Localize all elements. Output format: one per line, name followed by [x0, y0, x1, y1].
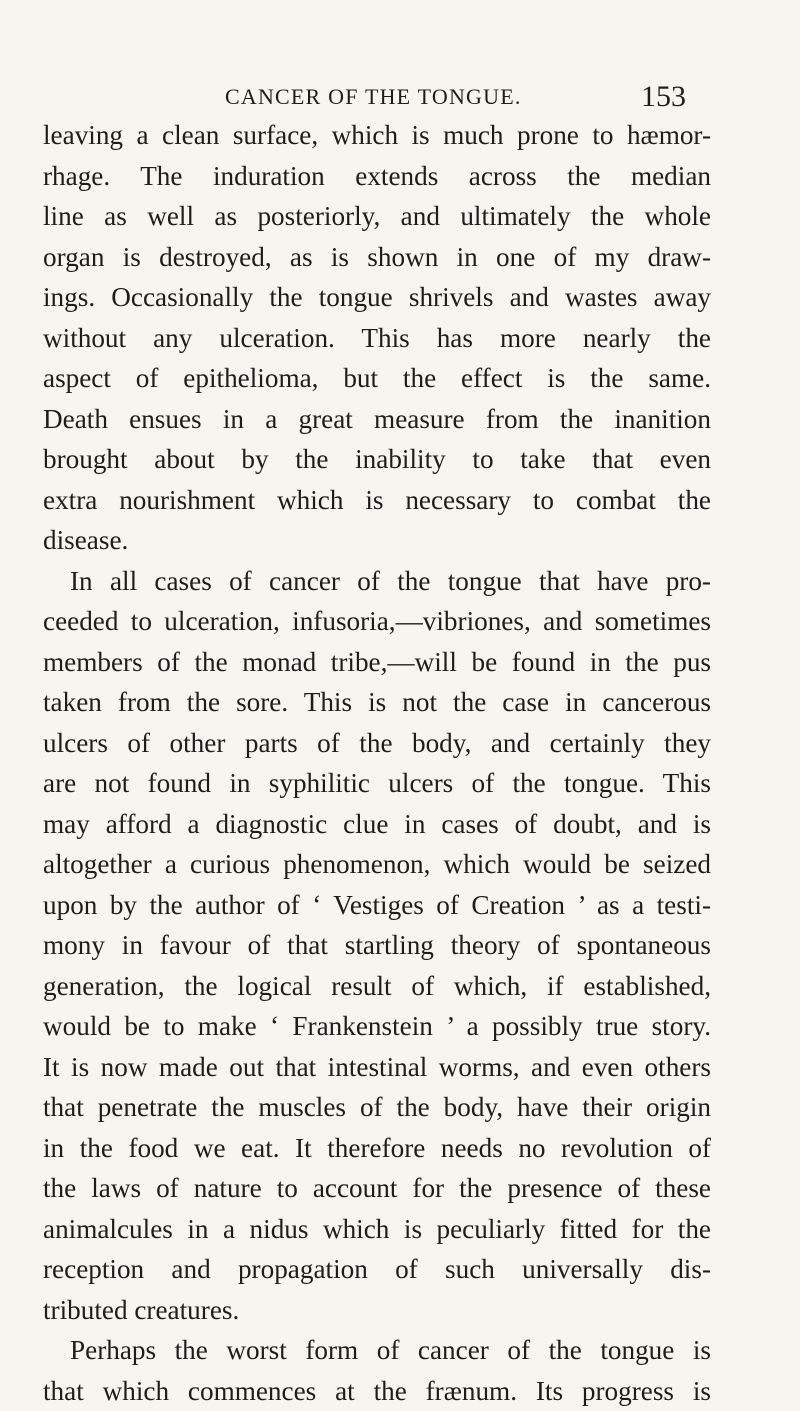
- text-line: ulcers of other parts of the body, and certainly they: [43, 723, 711, 764]
- text-line: may afford a diagnostic clue in cases of doubt, and is: [43, 804, 711, 845]
- text-line: mony in favour of that startling theory of spontaneous: [43, 925, 711, 966]
- text-line: disease.: [43, 520, 711, 561]
- text-line: line as well as posteriorly, and ultimately the whole: [43, 196, 711, 237]
- text-line: Death ensues in a great measure from the inanition: [43, 399, 711, 440]
- text-line: Perhaps the worst form of cancer of the tongue is: [43, 1330, 711, 1371]
- text-line: extra nourishment which is necessary to combat the: [43, 480, 711, 521]
- running-title: CANCER OF THE TONGUE.: [225, 84, 522, 110]
- text-line: in the food we eat. It therefore needs no revolution of: [43, 1128, 711, 1169]
- text-line: organ is destroyed, as is shown in one of my draw-: [43, 237, 711, 278]
- text-line: leaving a clean surface, which is much prone to hæmor-: [43, 115, 711, 156]
- text-line: reception and propagation of such universally dis-: [43, 1249, 711, 1290]
- text-line: without any ulceration. This has more nearly the: [43, 318, 711, 359]
- text-line: ceeded to ulceration, infusoria,—vibriones, and sometimes: [43, 601, 711, 642]
- text-line: ings. Occasionally the tongue shrivels and wastes away: [43, 277, 711, 318]
- page-number: 153: [641, 80, 686, 114]
- text-line: brought about by the inability to take that even: [43, 439, 711, 480]
- text-line: rhage. The induration extends across the median: [43, 156, 711, 197]
- text-line: would be to make ‘ Frankenstein ’ a possibly true story.: [43, 1006, 711, 1047]
- text-line: It is now made out that intestinal worms, and even others: [43, 1047, 711, 1088]
- text-line: members of the monad tribe,—will be found in the pus: [43, 642, 711, 683]
- text-line: aspect of epithelioma, but the effect is the same.: [43, 358, 711, 399]
- text-line: that which commences at the frænum. Its progress is: [43, 1371, 711, 1411]
- text-line: generation, the logical result of which, if established,: [43, 966, 711, 1007]
- text-line: upon by the author of ‘ Vestiges of Creation ’ as a testi-: [43, 885, 711, 926]
- text-line: taken from the sore. This is not the case in cancerous: [43, 682, 711, 723]
- text-line: the laws of nature to account for the presence of these: [43, 1168, 711, 1209]
- running-head: [40, 84, 700, 114]
- text-line: that penetrate the muscles of the body, have their origin: [43, 1087, 711, 1128]
- text-line: altogether a curious phenomenon, which would be seized: [43, 844, 711, 885]
- body-text: [43, 115, 711, 1411]
- text-line: In all cases of cancer of the tongue that have pro-: [43, 561, 711, 602]
- text-line: are not found in syphilitic ulcers of the tongue. This: [43, 763, 711, 804]
- text-line: animalcules in a nidus which is peculiarly fitted for the: [43, 1209, 711, 1250]
- text-line: tributed creatures.: [43, 1290, 711, 1331]
